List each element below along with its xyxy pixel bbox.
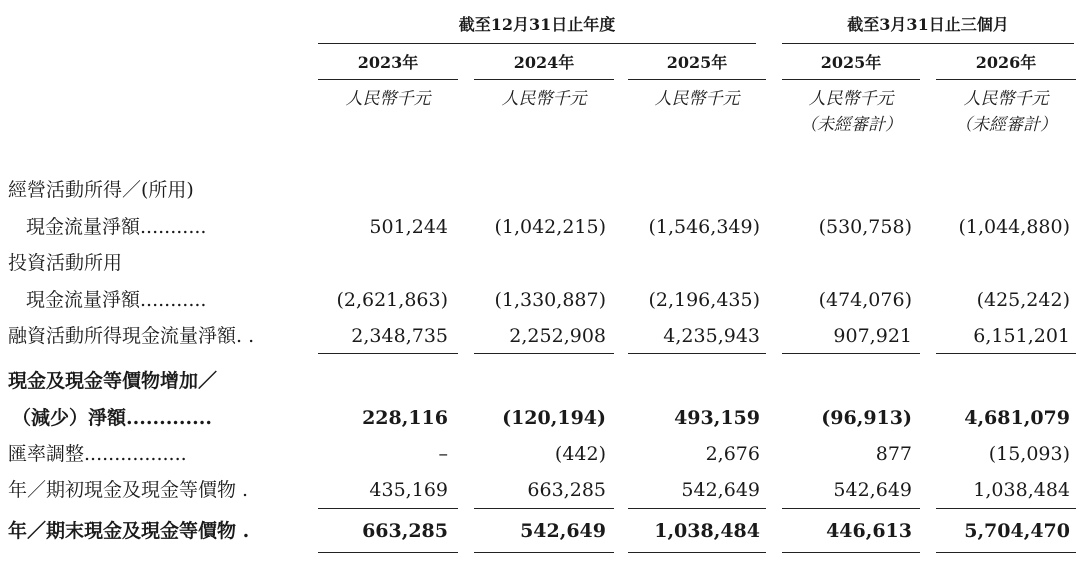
- header-unit-1: 人民幣千元: [345, 89, 431, 109]
- header-group-years-text: 截至12月31日止年度: [458, 15, 616, 34]
- total-top-rule-2: [474, 508, 614, 509]
- cell-2025: 4,235,943: [663, 325, 760, 347]
- header-year-1: [318, 52, 458, 74]
- cell-2023: 501,244: [369, 216, 448, 238]
- cell-2025-q1: (530,758): [818, 216, 912, 238]
- header-year-4-text: 2025年: [820, 53, 882, 72]
- cell-2026-q1: 1,038,484: [973, 479, 1070, 501]
- subtotal-rule-1: [318, 353, 458, 354]
- subtotal-rule-5: [936, 353, 1076, 354]
- cell-2025-q1: 907,921: [833, 325, 912, 347]
- cell-2025: (2,196,435): [648, 289, 760, 311]
- cell-2024: (1,330,887): [494, 289, 606, 311]
- cell-2026-q1: 5,704,470: [964, 520, 1070, 542]
- subtotal-rule-2: [474, 353, 614, 354]
- cell-2025-q1: (96,913): [821, 407, 912, 429]
- total-top-rule-1: [318, 508, 458, 509]
- header-unit-5-currency: 人民幣千元: [963, 89, 1049, 109]
- total-bottom-rule-2: [474, 552, 614, 553]
- cell-2024: (1,042,215): [494, 216, 606, 238]
- row-label: 投資活動所用: [8, 252, 123, 274]
- cell-2026-q1: (425,242): [976, 289, 1070, 311]
- header-year-2-rule: [474, 79, 614, 80]
- cell-2025: 2,676: [705, 443, 760, 465]
- row-label: 年／期初現金及現金等價物 .: [8, 479, 249, 501]
- subtotal-rule-3: [628, 353, 766, 354]
- header-year-5: [936, 52, 1076, 74]
- row-label: 匯率調整.................: [8, 443, 187, 465]
- header-unit-4-unaudited: （未經審計）: [800, 115, 902, 135]
- cell-2024: 663,285: [527, 479, 606, 501]
- header-group-years: [318, 14, 756, 44]
- cell-2025-q1: 877: [875, 443, 912, 465]
- row-label: 融資活動所得現金流量淨額. .: [8, 325, 255, 347]
- header-year-3-rule: [628, 79, 766, 80]
- total-bottom-rule-3: [628, 552, 766, 553]
- row-label: 年／期末現金及現金等價物 .: [8, 520, 250, 542]
- cell-2025: (1,546,349): [648, 216, 760, 238]
- cell-2024: (120,194): [502, 407, 606, 429]
- header-year-1-rule: [318, 79, 458, 80]
- header-unit-4-currency: 人民幣千元: [808, 89, 894, 109]
- cell-2023: 435,169: [369, 479, 448, 501]
- row-label: 現金流量淨額...........: [26, 216, 207, 238]
- subtotal-rule-4: [782, 353, 920, 354]
- header-year-2-text: 2024年: [513, 53, 575, 72]
- header-year-1-text: 2023年: [357, 53, 419, 72]
- cell-2026-q1: (1,044,880): [958, 216, 1070, 238]
- cell-2023: 2,348,735: [351, 325, 448, 347]
- total-top-rule-3: [628, 508, 766, 509]
- cell-2025: 493,159: [674, 407, 760, 429]
- cell-2023: –: [438, 443, 448, 465]
- header-year-4-rule: [782, 79, 920, 80]
- cell-2026-q1: 4,681,079: [964, 407, 1070, 429]
- cell-2023: (2,621,863): [336, 289, 448, 311]
- total-bottom-rule-4: [782, 552, 920, 553]
- total-top-rule-5: [936, 508, 1076, 509]
- header-unit-4: [782, 86, 920, 138]
- header-unit-5: [936, 86, 1076, 138]
- cell-2024: 542,649: [520, 520, 606, 542]
- header-year-5-text: 2026年: [975, 53, 1037, 72]
- header-year-5-rule: [936, 79, 1076, 80]
- header-year-3: [628, 52, 766, 74]
- cell-2024: (442): [554, 443, 606, 465]
- cell-2023: 663,285: [362, 520, 448, 542]
- cell-2023: 228,116: [362, 407, 448, 429]
- header-group-years-rule: [318, 43, 756, 44]
- row-label: 現金及現金等價物增加／: [8, 370, 218, 392]
- header-year-2: [474, 52, 614, 74]
- header-group-months-text: 截至3月31日止三個月: [847, 15, 1009, 34]
- header-year-4: [782, 52, 920, 74]
- cell-2025-q1: 446,613: [826, 520, 912, 542]
- header-unit-2: 人民幣千元: [501, 89, 587, 109]
- total-top-rule-4: [782, 508, 920, 509]
- row-label: （減少）淨額.............: [12, 407, 212, 429]
- cell-2025-q1: (474,076): [818, 289, 912, 311]
- cell-2025: 1,038,484: [654, 520, 760, 542]
- cell-2025-q1: 542,649: [833, 479, 912, 501]
- row-label: 經營活動所得／(所用): [8, 179, 194, 201]
- cell-2026-q1: (15,093): [988, 443, 1070, 465]
- total-bottom-rule-5: [936, 552, 1076, 553]
- cell-2025: 542,649: [681, 479, 760, 501]
- cell-2026-q1: 6,151,201: [973, 325, 1070, 347]
- total-bottom-rule-1: [318, 552, 458, 553]
- header-year-3-text: 2025年: [666, 53, 728, 72]
- header-unit-5-unaudited: （未經審計）: [955, 115, 1057, 135]
- header-group-months: [782, 14, 1074, 44]
- header-unit-3: 人民幣千元: [654, 89, 740, 109]
- cell-2024: 2,252,908: [509, 325, 606, 347]
- header-group-months-rule: [782, 43, 1074, 44]
- row-label: 現金流量淨額...........: [26, 289, 207, 311]
